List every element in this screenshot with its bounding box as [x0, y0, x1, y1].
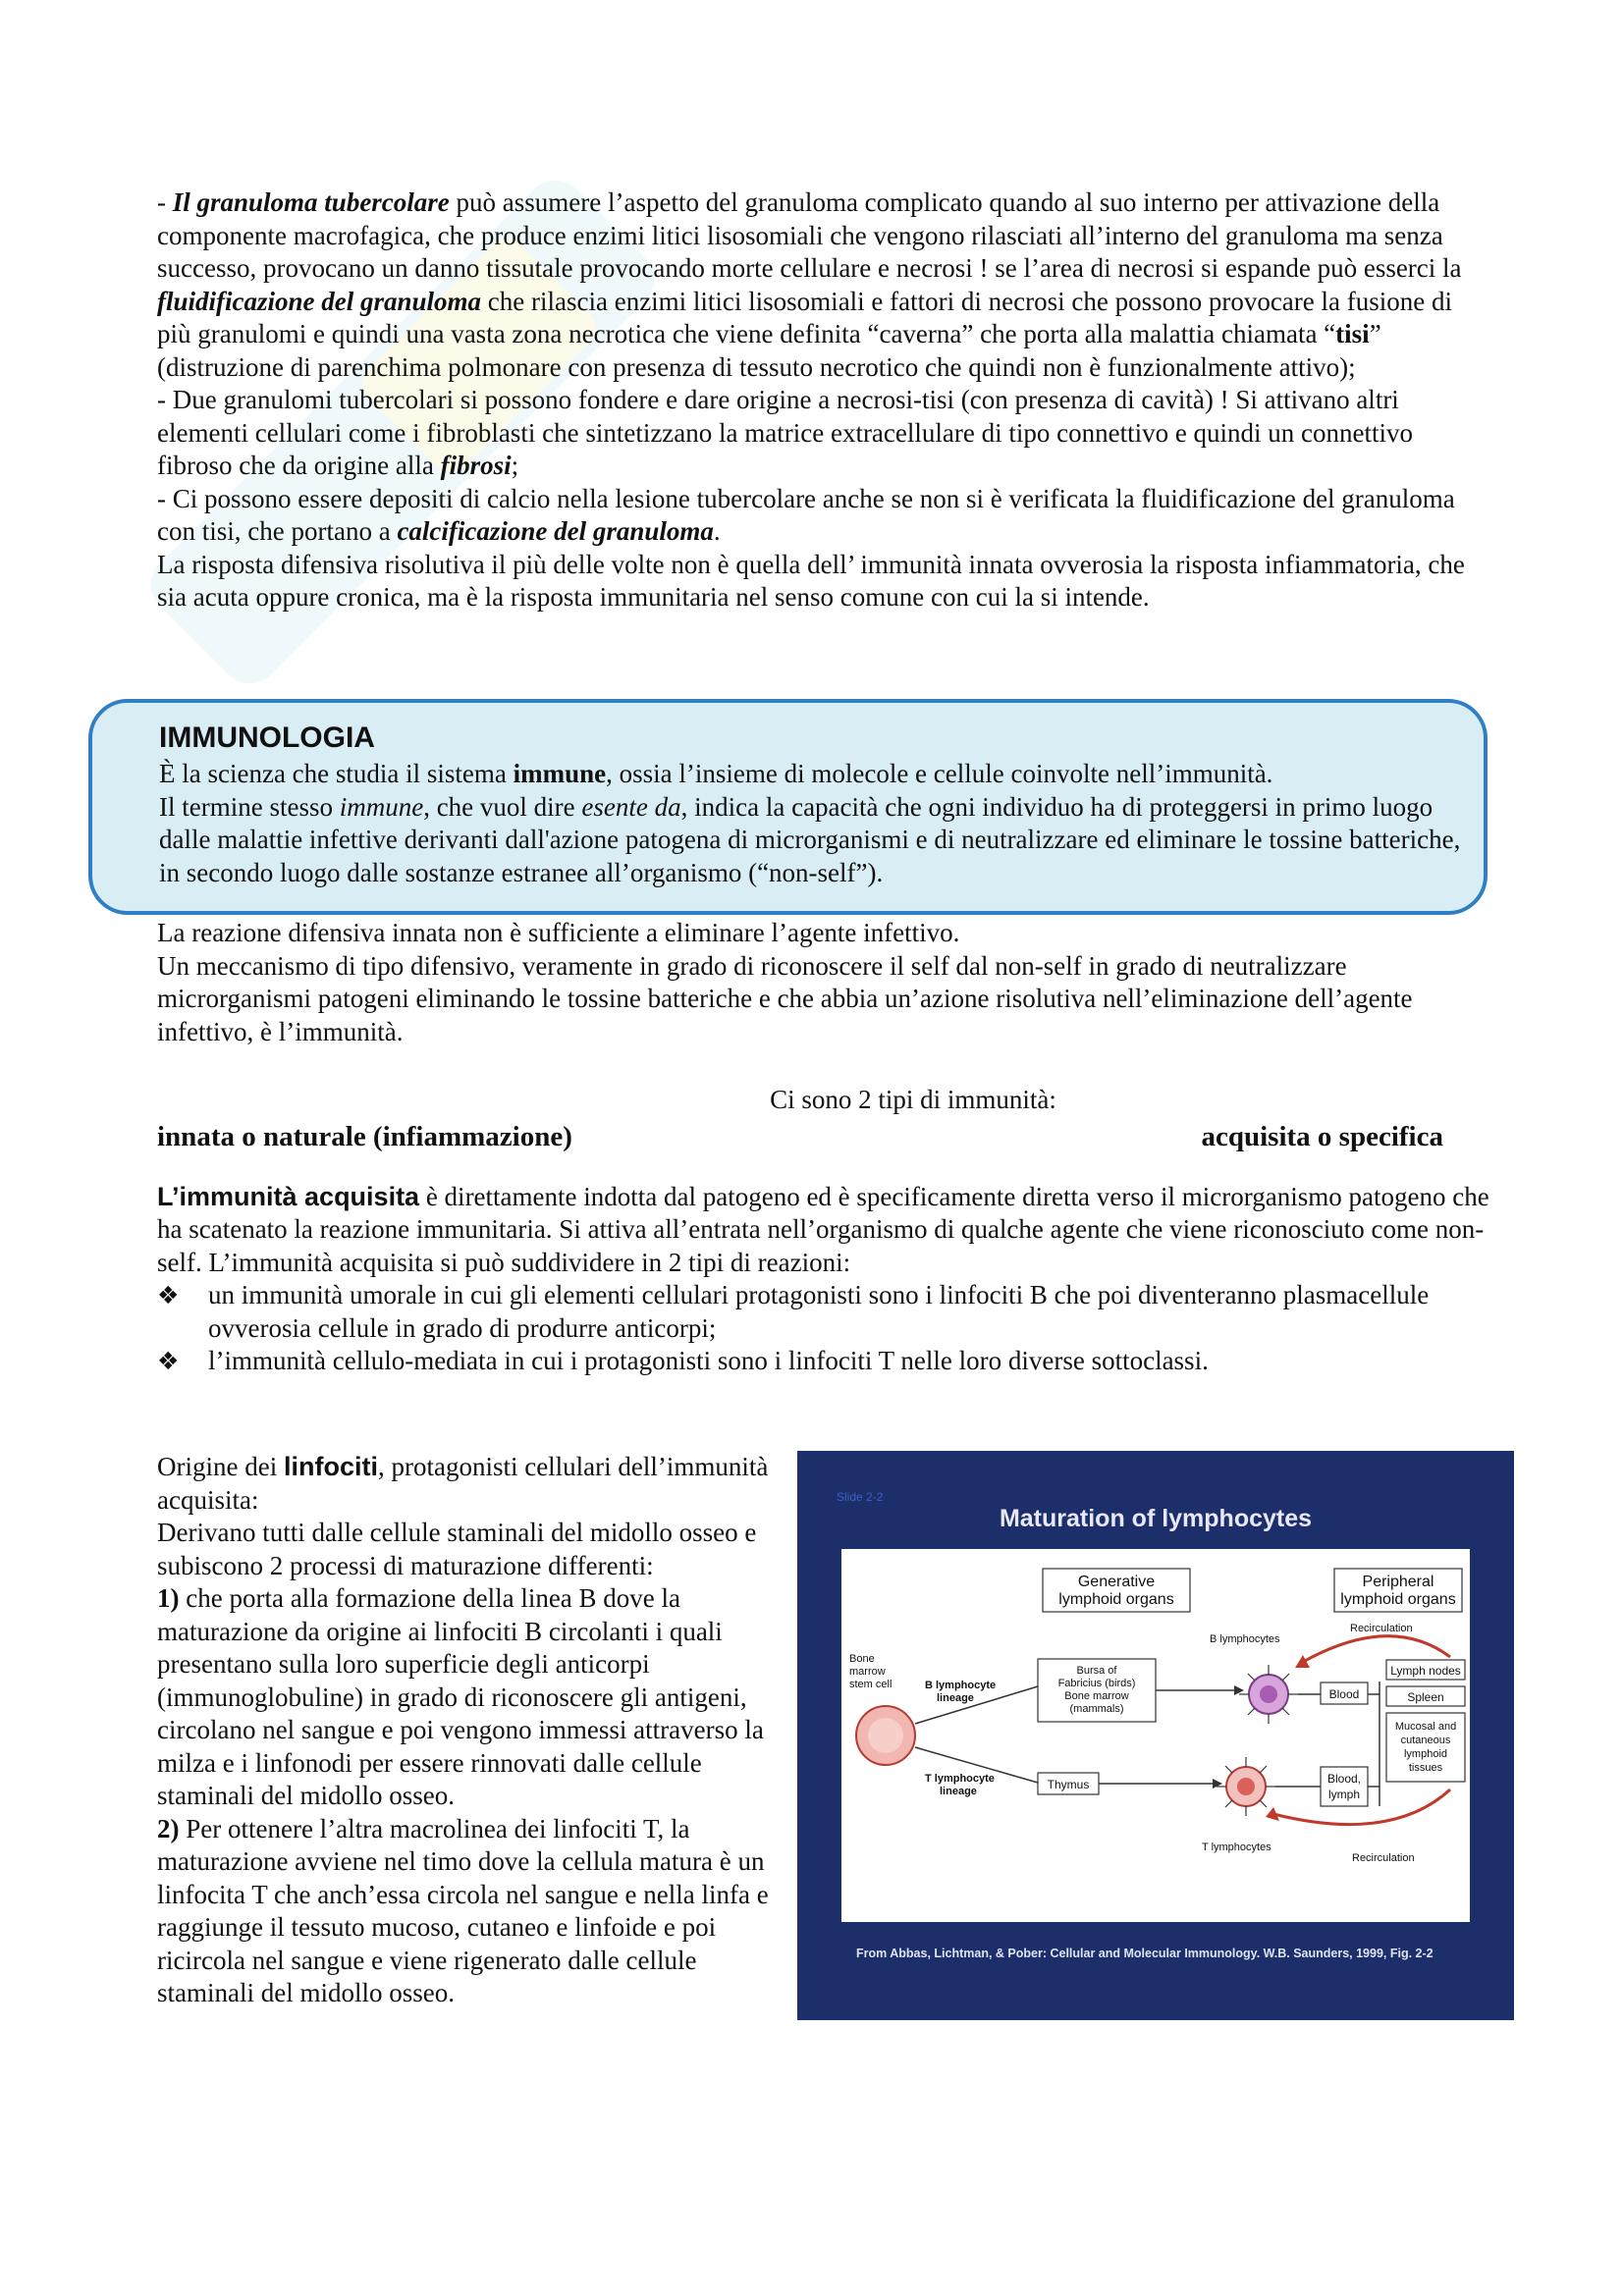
section-immunita — [157, 917, 1492, 1378]
svg-text:lymphoid organs: lymphoid organs — [1340, 1591, 1456, 1608]
svg-text:lymphoid: lymphoid — [1403, 1748, 1448, 1760]
svg-text:tissues: tissues — [1408, 1762, 1443, 1774]
figure-diagram — [841, 1549, 1470, 1922]
bullet-diamond-icon: ❖ — [157, 1281, 180, 1309]
label-blood-lymph: Blood, — [1326, 1772, 1362, 1786]
paragraph-calcificazione: - Ci possono essere depositi di calcio nella lesione tubercolare anche se non si è verificata la fluidificazione del granuloma con tisi, che portano a calcificazione del granuloma. — [157, 483, 1455, 546]
svg-text:marrow: marrow — [849, 1666, 886, 1678]
types-intro: Ci sono 2 tipi di immunità: — [770, 1085, 1056, 1114]
figure-title: Maturation of lymphocytes — [999, 1505, 1313, 1532]
paragraph-origine: Origine dei linfociti, protagonisti cellulari dell’immunità acquisita: — [157, 1452, 769, 1515]
label-peripheral: Peripheral — [1362, 1574, 1434, 1590]
paragraph-reazione-innata: La reazione difensiva innata non è sufficiente a eliminare l’agente infettivo. — [157, 918, 960, 947]
label-bursa: Bursa of — [1076, 1665, 1117, 1677]
section-origine-linfociti — [157, 1451, 771, 2010]
paragraph-fibrosi: - Due granulomi tubercolari si possono fondere e dare origine a necrosi-tisi (con presenza di cavità) ! Si attivano altri elementi cellulari come i fibroblasti che sintetizzano la matrice extracellulare di tipo connettivo e quindi un connettivo fibroso che da origine alla fibrosi; — [157, 385, 1414, 480]
svg-text:(mammals): (mammals) — [1069, 1703, 1124, 1715]
paragraph-granuloma-tubercolare: - Il granuloma tubercolare può assumere l’aspetto del granuloma complicato quando al suo interno per attivazione della componente macrofagica, che produce enzimi litici lisosomiali che vengono rilasciati all’interno del granuloma ma senza successo, provocano un danno tissutale provocando morte cellulare e necrosi ! se l’area di necrosi si espande può esserci la fluidificazione del granuloma che rilascia enzimi litici lisosomiali e fattori di necrosi che possono provocare la fusione di più granulomi e quindi una vasta zona necrotica che viene definita “caverna” che porta alla malattia chiamata “tisi” (distruzione di parenchima polmonare con presenza di tessuto necrotico che quindi non è funzionalmente attivo); — [157, 187, 1462, 382]
type-innata: innata o naturale (infiammazione) — [157, 1120, 572, 1152]
label-mucosal: Mucosal and — [1394, 1721, 1457, 1733]
paragraph-linea-b: 1) che porta alla formazione della linea B dove la maturazione da origine ai linfociti B circolanti i quali presentano sulla loro superficie degli anticorpi (immunoglobuline) in grado di riconoscere gli antigeni, circolano nel sangue e poi vengono immessi attraverso la milza e i linfonodi per essere rinnovati dalle cellule staminali del midollo osseo. — [157, 1583, 764, 1810]
acquired-immunity-block — [157, 1181, 1492, 1378]
label-t-lymphocytes: T lymphocytes — [1202, 1842, 1271, 1853]
svg-text:lymphoid organs: lymphoid organs — [1058, 1591, 1174, 1608]
immunity-types — [157, 1121, 1492, 1153]
label-recirculation-top: Recirculation — [1350, 1623, 1413, 1634]
label-recirculation-bottom: Recirculation — [1352, 1852, 1415, 1864]
label-stem-cell: Bone — [849, 1653, 875, 1665]
svg-text:lineage: lineage — [940, 1786, 977, 1797]
label-t-lineage: T lymphocyte — [925, 1773, 995, 1785]
svg-text:Bone marrow: Bone marrow — [1064, 1690, 1129, 1702]
label-spleen: Spleen — [1407, 1690, 1444, 1704]
label-blood: Blood — [1328, 1687, 1360, 1701]
type-acquisita: acquisita o specifica — [1201, 1120, 1443, 1152]
box-etymology: Il termine stesso immune, che vuol dire esente da, indica la capacità che ogni individuo ha di proteggersi in primo luogo dalle malattie infettive derivanti dall'azione patogena di microrganismi e di neutralizzare ed eliminare le tossine batteriche, in secondo luogo dalle sostanze estranee all’organismo (“non-self”). — [159, 791, 1461, 887]
figure-slide-label: Slide 2-2 — [837, 1490, 884, 1504]
label-thymus: Thymus — [1047, 1778, 1090, 1791]
immunologia-box — [88, 699, 1488, 915]
paragraph-meccanismo: Un meccanismo di tipo difensivo, veramente in grado di riconoscere il self dal non-self in grado di neutralizzare microrganismi patogeni eliminando le tossine batteriche e che abbia un’azione risolutiva nell’eliminazione dell’agente infettivo, è l’immunità. — [157, 950, 1413, 1046]
bullet-cellulo-mediata: ❖ l’immunità cellulo-mediata in cui i protagonisti sono i linfociti T nelle loro diverse sottoclassi. — [157, 1345, 1492, 1378]
paragraph-risposta-difensiva: La risposta difensiva risolutiva il più delle volte non è quella dell’ immunità innata ovverosia la risposta infiammatoria, che sia acuta oppure cronica, ma è la risposta immunitaria nel senso comune con cui la si intende. — [157, 549, 1465, 612]
label-b-lymphocytes: B lymphocytes — [1210, 1633, 1280, 1645]
label-b-lineage: B lymphocyte — [925, 1680, 997, 1691]
svg-text:Fabricius (birds): Fabricius (birds) — [1057, 1678, 1136, 1689]
box-title: IMMUNOLOGIA — [159, 721, 375, 754]
svg-text:stem cell: stem cell — [849, 1679, 893, 1690]
paragraph-derivano: Derivano tutti dalle cellule staminali del midollo osseo e subiscono 2 processi di maturazione differenti: — [157, 1518, 757, 1580]
paragraph-linea-t: 2) Per ottenere l’altra macrolinea dei linfociti T, la maturazione avviene nel timo dove la cellula matura è un linfocita T che anch’essa circola nel sangue e nella linfa e raggiunge il tessuto mucoso, cutaneo e linfoide e poi ricircola nel sangue e viene rigenerato dalle cellule staminali del midollo osseo. — [157, 1813, 769, 2007]
svg-text:lymph: lymph — [1327, 1788, 1361, 1801]
figure-caption: From Abbas, Lichtman, & Pober: Cellular and Molecular Immunology. W.B. Saunders, 1999, Fig. 2-2 — [856, 1947, 1434, 1960]
svg-text:cutaneous: cutaneous — [1400, 1735, 1451, 1746]
box-definition: È la scienza che studia il sistema immune, ossia l’insieme di molecole e cellule coinvolte nell’immunità. — [159, 759, 1273, 788]
label-lymph-nodes: Lymph nodes — [1390, 1664, 1461, 1678]
label-generative: Generative — [1077, 1574, 1156, 1590]
figure-maturation-lymphocytes — [797, 1451, 1514, 2020]
bullet-diamond-icon: ❖ — [157, 1347, 180, 1375]
section-granuloma — [157, 187, 1492, 614]
paragraph-immunita-acquisita: L’immunità acquisita è direttamente indotta dal patogeno ed è specificamente diretta verso il microrganismo patogeno che ha scatenato la reazione immunitaria. Si attiva all’entrata nell’organismo di qualche agente che viene riconosciuto come non-self. L’immunità acquisita si può suddividere in 2 tipi di reazioni: — [157, 1181, 1489, 1277]
svg-text:lineage: lineage — [937, 1692, 974, 1704]
bullet-umorale: ❖ un immunità umorale in cui gli elementi cellulari protagonisti sono i linfociti B che poi diventeranno plasmacellule ovverosia cellule in grado di produrre anticorpi; — [157, 1279, 1492, 1345]
